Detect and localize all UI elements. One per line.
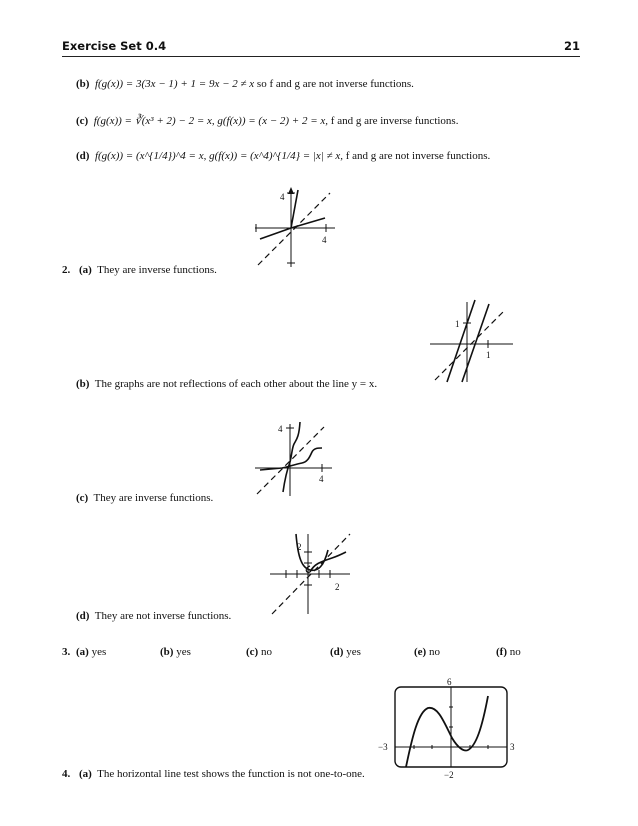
g2b-xlabel: 4	[319, 474, 324, 484]
q1-c-math: f(g(x)) = ∛(x³ + 2) − 2 = x, g(f(x)) = (x − 2) + 2 = x,	[93, 115, 329, 127]
g2b-ylabel: 4	[278, 424, 283, 434]
q3-b: (b) yes	[160, 646, 191, 658]
q2-d-label: (d)	[76, 610, 90, 622]
g4-xmax: 3	[510, 742, 515, 752]
q4-a	[62, 768, 365, 780]
g4-ymin: −2	[444, 770, 454, 780]
g2c-xlabel: 2	[335, 582, 340, 592]
q1-b	[76, 78, 414, 90]
q4-a-label: (a)	[79, 768, 92, 780]
q2-c-label: (c)	[76, 492, 89, 504]
graph-2c	[266, 528, 356, 618]
q1-b-text: so f and g are not inverse functions.	[256, 78, 414, 90]
q1-c	[76, 114, 458, 127]
q3-number: 3.	[62, 646, 71, 658]
q2-number: 2.	[62, 264, 71, 276]
q3-c: (c) no	[246, 646, 272, 658]
q2-c	[76, 492, 213, 504]
g2a-xlabel: 1	[486, 350, 491, 360]
page-header	[62, 36, 580, 57]
g1-ylabel: 4	[280, 192, 285, 202]
q2-b-text: The graphs are not reflections of each other about the line y = x.	[94, 378, 378, 390]
q1-d-math: f(g(x)) = (x^{1/4})^4 = x, g(f(x)) = (x^4)^{1/4} = |x| ≠ x,	[94, 150, 343, 162]
q2-b-label: (b)	[76, 378, 90, 390]
q3-d: (d) yes	[330, 646, 361, 658]
q2-c-text: They are inverse functions.	[93, 492, 214, 504]
q4-number: 4.	[62, 768, 71, 780]
graph-2b	[252, 418, 334, 498]
q2-d	[76, 610, 231, 622]
g4-xmin: −3	[378, 742, 388, 752]
q2-d-text: They are not inverse functions.	[94, 610, 232, 622]
q1-d	[76, 150, 490, 162]
q2-a	[62, 264, 217, 276]
q1-d-label: (d)	[76, 150, 90, 162]
q1-d-text: f and g are not inverse functions.	[345, 150, 491, 162]
q3-f: (f) no	[496, 646, 521, 658]
graph-1d	[250, 185, 340, 270]
g4-ymax: 6	[447, 677, 452, 687]
graph-4a	[378, 678, 518, 786]
page-number: 21	[563, 39, 580, 53]
g2c-ylabel: 2	[297, 542, 302, 552]
graph-2a	[425, 296, 515, 386]
q4-a-text: The horizontal line test shows the function is not one-to-one.	[97, 768, 365, 780]
q1-b-math: f(g(x)) = 3(3x − 1) + 1 = 9x − 2 ≠ x	[94, 78, 255, 90]
q2-a-text: They are inverse functions.	[97, 264, 217, 276]
q3-answers	[62, 646, 582, 662]
g1-xlabel: 4	[322, 235, 327, 245]
q3-e: (e) no	[414, 646, 440, 658]
q2-a-label: (a)	[79, 264, 92, 276]
q2-b	[76, 378, 377, 390]
q1-c-text: f and g are inverse functions.	[330, 115, 459, 127]
q1-c-label: (c)	[76, 115, 89, 127]
section-title: Exercise Set 0.4	[62, 39, 167, 53]
g2a-ylabel: 1	[455, 319, 460, 329]
q3-a: (a) yes	[76, 646, 107, 658]
q1-b-label: (b)	[76, 78, 90, 90]
